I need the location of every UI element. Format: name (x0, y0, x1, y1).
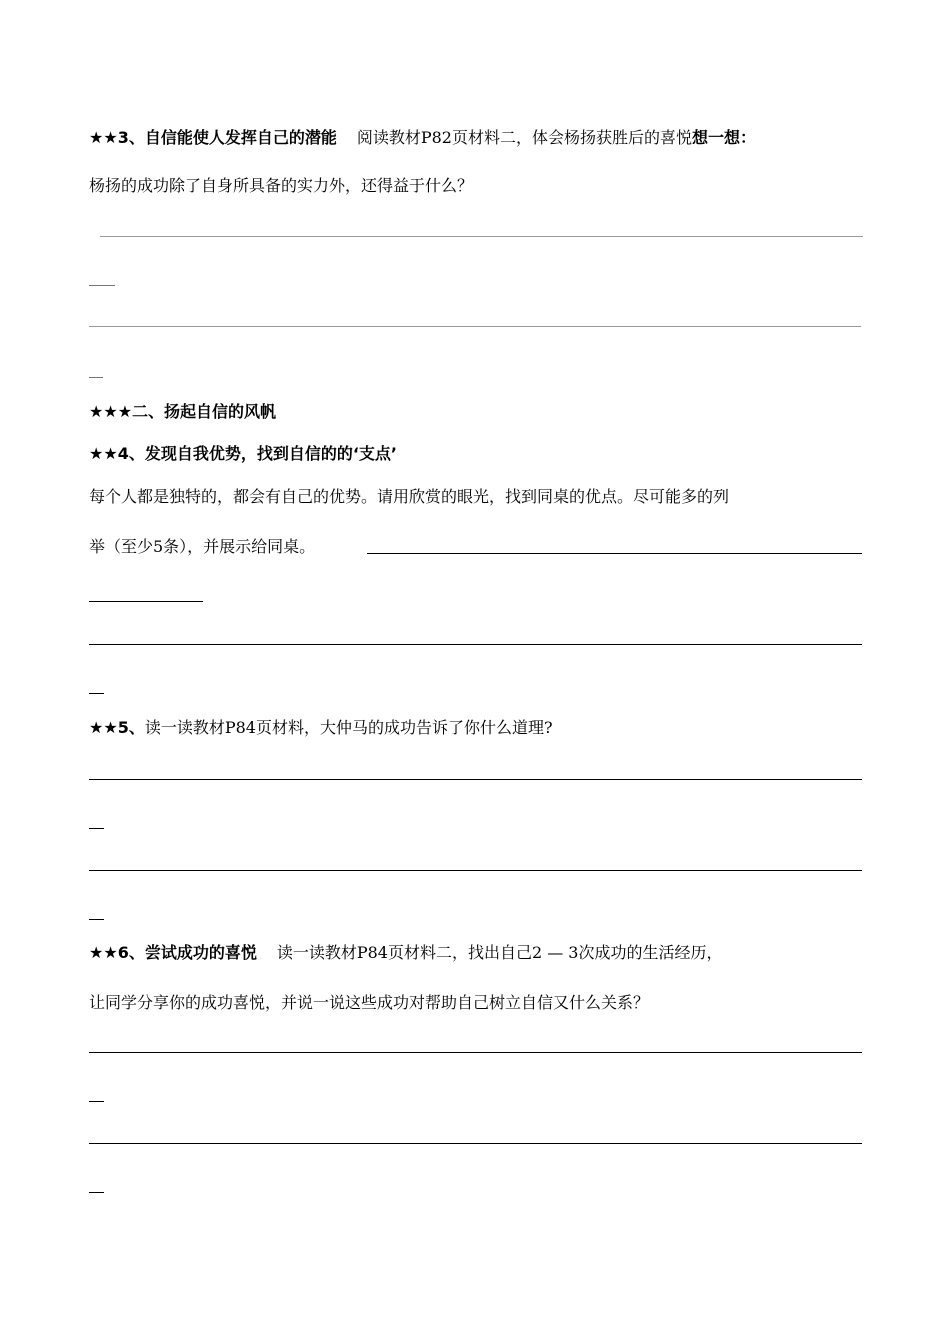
answer-line[interactable] (89, 644, 862, 645)
answer-line[interactable] (89, 601, 203, 602)
q5-text: 读一读教材P84页材料，大仲马的成功告诉了你什么道理? (144, 718, 553, 737)
q3-prompt: 阅读教材P82页材料二，体会杨扬获胜后的喜悦 (356, 128, 692, 147)
q6-line (89, 943, 723, 963)
answer-line-tail (89, 1192, 104, 1193)
answer-line[interactable] (89, 1052, 862, 1053)
section2-heading: ★★★二、扬起自信的风帆 (89, 402, 277, 421)
q5-heading: ★★5、 (89, 718, 145, 737)
q4-heading: ★★4、发现自我优势，找到自信的的‘支点’ (89, 444, 397, 463)
answer-line-tail (89, 285, 115, 286)
q6-text-line2: 让同学分享你的成功喜悦，并说一说这些成功对帮助自己树立自信又什么关系？ (89, 993, 650, 1012)
q6-text-line1: 读一读教材P84页材料二，找出自己2 — 3次成功的生活经历， (276, 943, 723, 962)
answer-line[interactable] (89, 870, 862, 871)
q5-line (89, 718, 553, 738)
answer-line[interactable] (100, 236, 863, 237)
answer-line[interactable] (89, 1143, 862, 1144)
answer-line-tail (89, 919, 104, 920)
q4-text-line2: 举（至少5条），并展示给同桌。 (89, 537, 316, 556)
q3-line (89, 128, 756, 148)
q6-heading: ★★6、尝试成功的喜悦 (89, 943, 257, 962)
q4-text-line1: 每个人都是独特的，都会有自己的优势。请用欣赏的眼光，找到同桌的优点。尽可能多的列 (89, 487, 730, 506)
answer-line-tail (89, 377, 103, 378)
answer-line-tail (89, 1101, 104, 1102)
q3-think-label: 想一想： (691, 128, 756, 147)
answer-line-tail (89, 693, 104, 694)
answer-line[interactable] (89, 326, 861, 327)
answer-line[interactable] (367, 553, 862, 554)
q3-question: 杨扬的成功除了自身所具备的实力外，还得益于什么？ (89, 176, 474, 195)
answer-line-tail (89, 828, 104, 829)
q3-heading: ★★3、自信能使人发挥自己的潜能 (89, 128, 337, 147)
answer-line[interactable] (89, 779, 862, 780)
